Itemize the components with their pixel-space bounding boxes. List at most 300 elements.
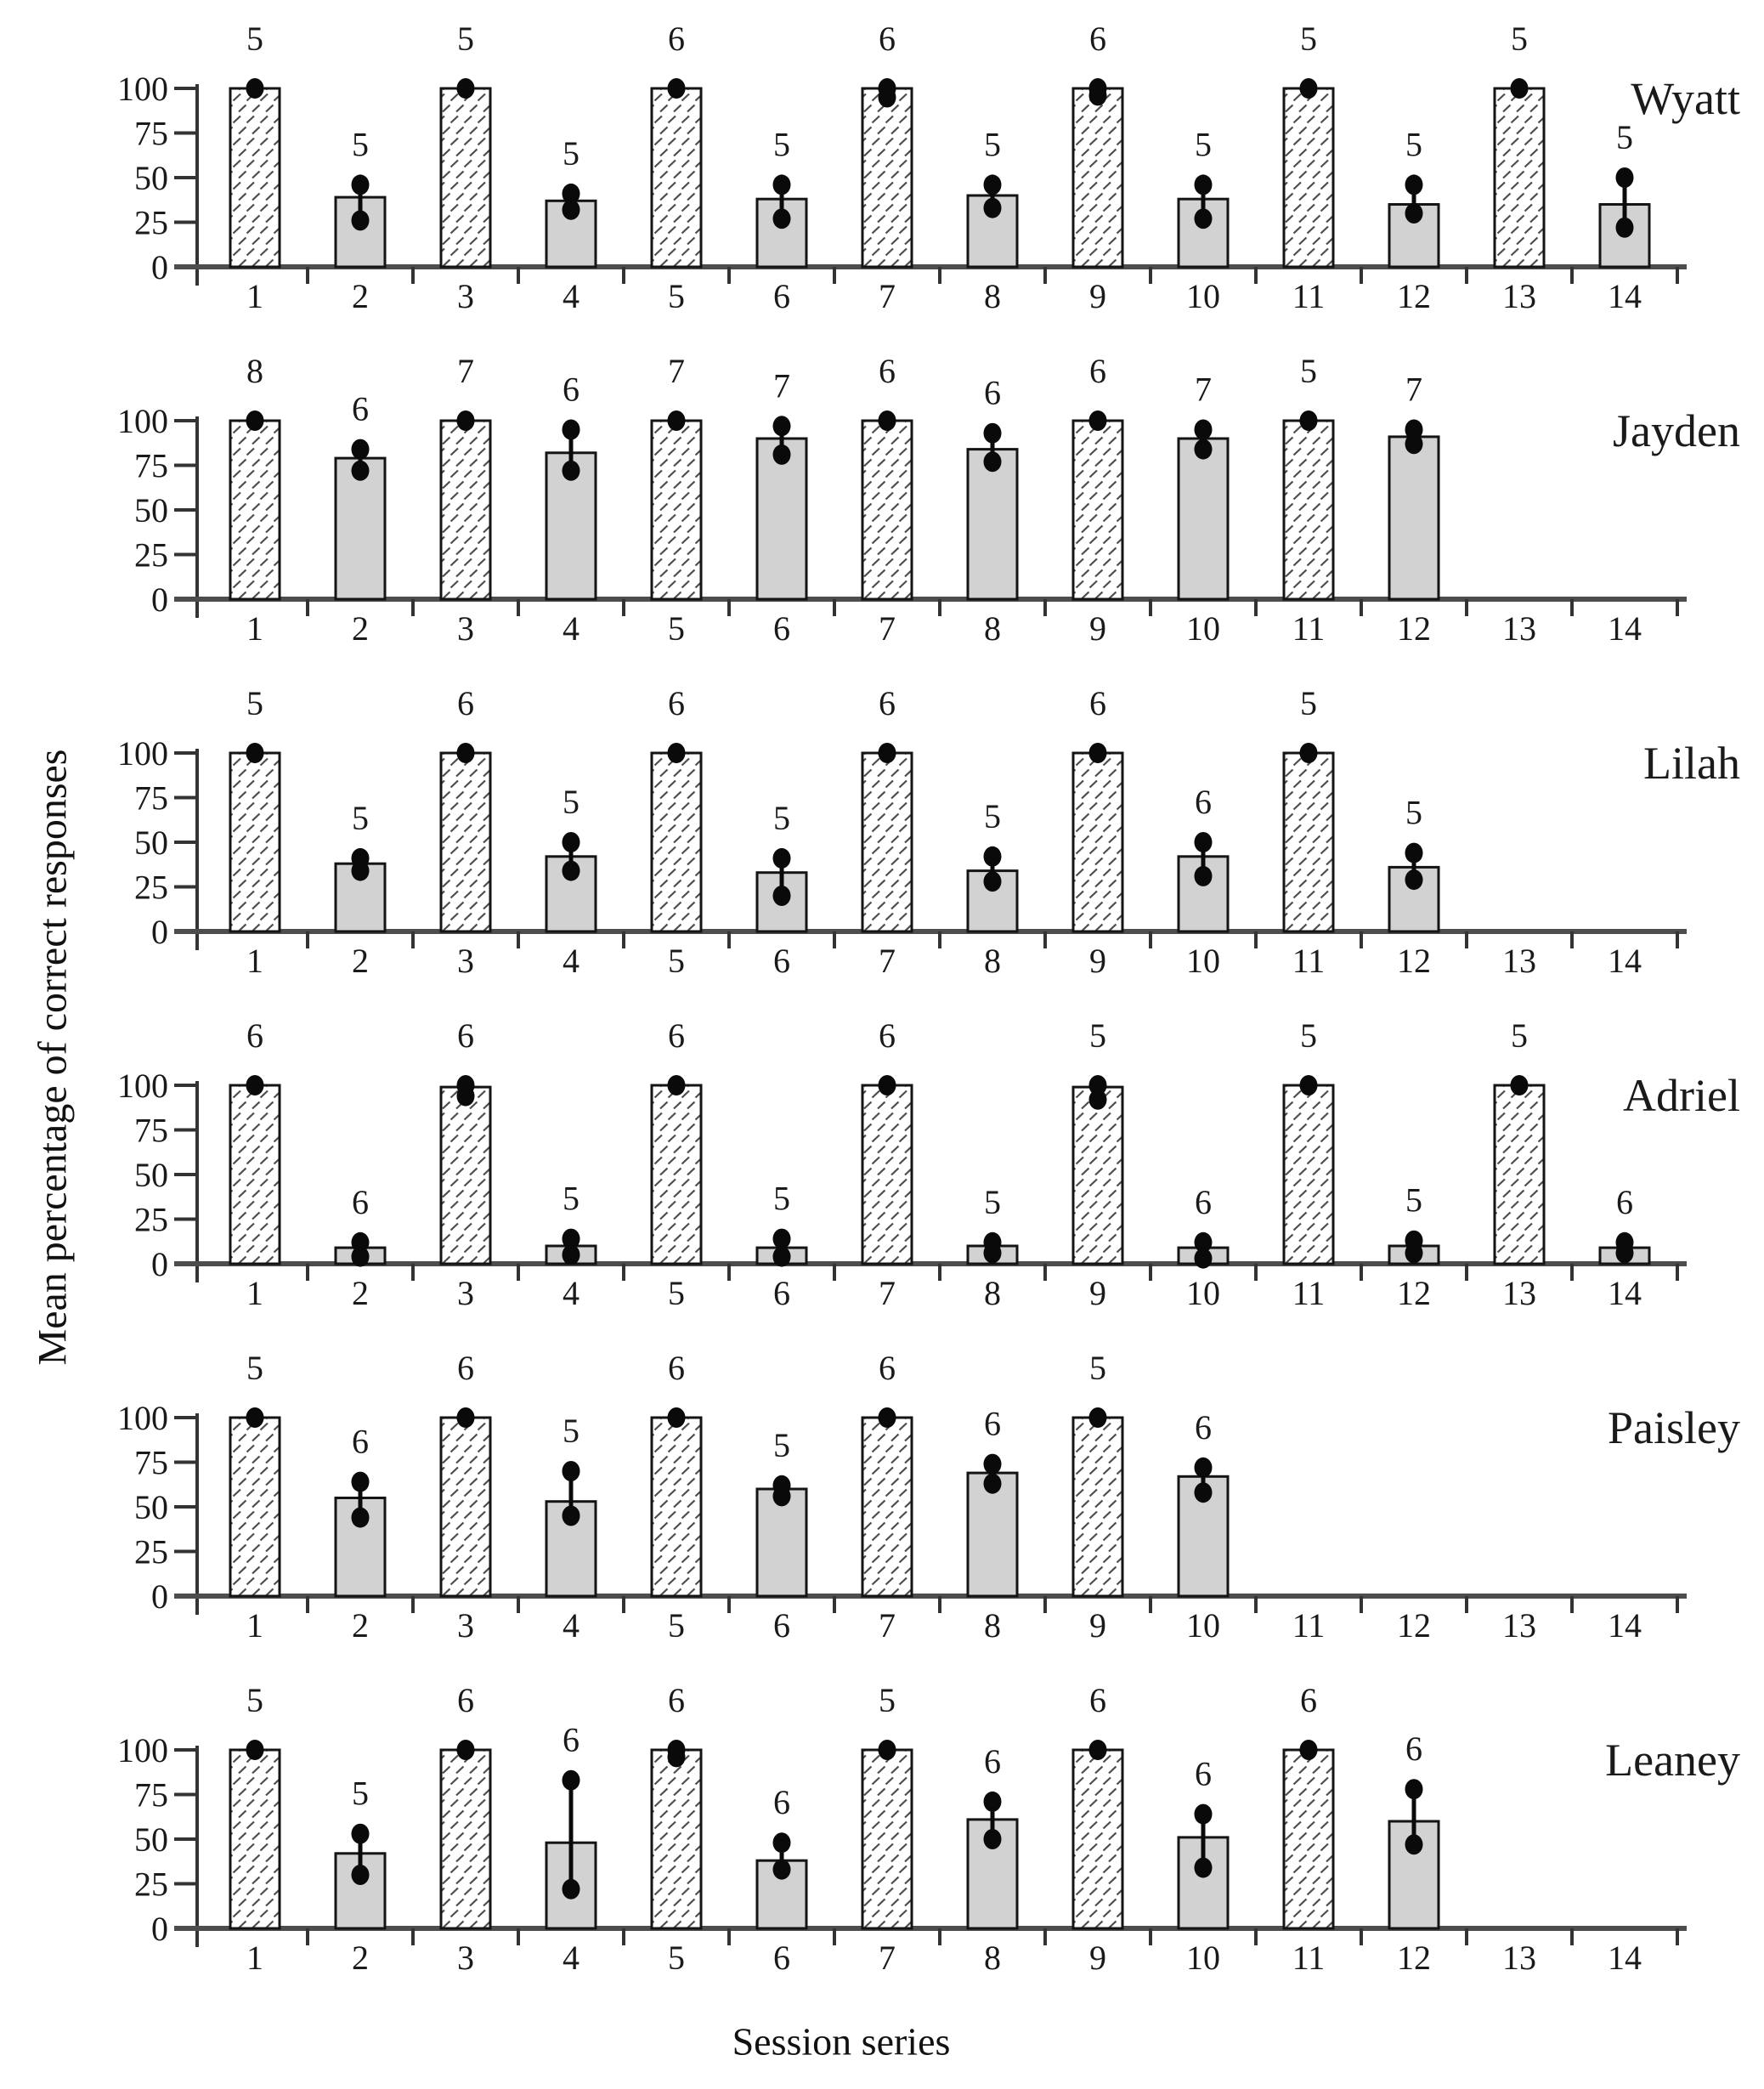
bar: [652, 1418, 701, 1596]
x-tick-label: 9: [1089, 942, 1106, 980]
bars: [230, 1681, 1439, 1928]
count-label: 5: [457, 20, 474, 58]
bar: [230, 1750, 280, 1928]
bar: [652, 1750, 701, 1928]
bar: [1284, 88, 1333, 267]
count-label: 5: [1300, 20, 1317, 58]
data-dot: [1511, 1075, 1529, 1095]
bar: [1284, 753, 1333, 931]
data-dot: [1405, 1779, 1423, 1799]
x-tick-label: 3: [457, 609, 474, 648]
count-label: 6: [668, 1349, 685, 1387]
y-axis-title: Mean percentage of correct responses: [30, 749, 76, 1366]
panel-jayden: [0, 336, 1764, 668]
count-label: 7: [457, 352, 474, 390]
bar: [1073, 88, 1122, 267]
x-tick-label: 4: [563, 1939, 580, 1977]
data-dot: [352, 210, 370, 230]
data-dot: [563, 200, 580, 220]
x-tick-label: 9: [1089, 609, 1106, 648]
count-label: 5: [352, 1774, 369, 1813]
x-tick-label: 12: [1397, 609, 1431, 648]
x-tick-label: 3: [457, 942, 474, 980]
x-tick-label: 2: [352, 609, 369, 648]
count-label: 6: [984, 1741, 1001, 1780]
data-dot: [352, 1865, 370, 1885]
x-tick-label: 2: [352, 1939, 369, 1977]
bar: [1389, 437, 1439, 599]
x-tick-label: 4: [563, 609, 580, 648]
count-label: 5: [1405, 1180, 1422, 1220]
bar: [1284, 1085, 1333, 1264]
count-label: 6: [668, 1016, 685, 1055]
panel-leaney: [0, 1665, 1764, 1997]
count-label: 6: [352, 1182, 369, 1221]
x-tick-label: 14: [1608, 942, 1642, 980]
y-tick-label: 50: [134, 1820, 168, 1859]
count-label: 6: [879, 352, 896, 390]
data-dot: [352, 861, 370, 881]
data-dot: [1089, 410, 1107, 431]
y-tick-label: 75: [134, 1443, 168, 1482]
count-label: 8: [246, 352, 263, 390]
data-dot: [563, 420, 580, 440]
bar: [652, 421, 701, 599]
count-label: 5: [352, 125, 369, 164]
x-tick-label: 6: [773, 1939, 790, 1977]
x-tick-label: 9: [1089, 277, 1106, 315]
data-dot: [563, 1506, 580, 1526]
data-dot: [1195, 174, 1213, 195]
count-label: 6: [879, 20, 896, 58]
count-label: 6: [352, 1422, 369, 1461]
count-label: 5: [1089, 1016, 1106, 1055]
data-dot: [1405, 1243, 1423, 1263]
data-dot: [1195, 420, 1213, 440]
y-tick-label: 0: [151, 580, 168, 619]
data-dot: [1089, 1740, 1107, 1760]
count-label: 5: [1300, 1016, 1317, 1055]
x-tick-label: 13: [1502, 942, 1536, 980]
x-tick-label: 14: [1608, 1606, 1642, 1645]
count-label: 5: [246, 1681, 263, 1719]
count-label: 6: [1195, 1182, 1212, 1221]
data-dot: [1195, 1482, 1213, 1503]
data-dot: [1405, 174, 1423, 195]
x-tick-label: 13: [1502, 609, 1536, 648]
count-label: 5: [563, 133, 580, 173]
x-tick-label: 8: [984, 1606, 1001, 1645]
data-dot: [984, 1474, 1002, 1494]
x-tick-label: 7: [879, 942, 896, 980]
data-dot: [352, 439, 370, 460]
count-label: 6: [1195, 1754, 1212, 1793]
x-tick-label: 1: [246, 609, 263, 648]
x-tick-label: 10: [1186, 1274, 1220, 1312]
data-dot: [1300, 1740, 1318, 1760]
data-dot: [668, 743, 686, 763]
bar: [441, 1750, 490, 1928]
x-tick-label: 14: [1608, 609, 1642, 648]
data-dot: [457, 1740, 475, 1760]
data-dot: [1405, 843, 1423, 863]
bars: [230, 1016, 1649, 1269]
count-label: 6: [563, 1720, 580, 1759]
y-tick-label: 0: [151, 1910, 168, 1948]
count-label: 6: [773, 1783, 790, 1822]
x-tick-label: 6: [773, 609, 790, 648]
count-label: 5: [773, 1425, 790, 1464]
data-dot: [984, 1454, 1002, 1475]
count-label: 6: [1300, 1681, 1317, 1719]
x-tick-label: 9: [1089, 1939, 1106, 1977]
bar: [862, 753, 912, 931]
data-dot: [879, 88, 896, 108]
data-dot: [984, 1829, 1002, 1849]
x-tick-label: 13: [1502, 1606, 1536, 1645]
x-tick-label: 3: [457, 1939, 474, 1977]
data-dot: [879, 1075, 896, 1095]
count-label: 5: [1511, 1016, 1528, 1055]
data-dot: [1089, 743, 1107, 763]
bar: [1073, 1750, 1122, 1928]
data-dot: [352, 1508, 370, 1528]
count-label: 6: [984, 1404, 1001, 1443]
data-dot: [879, 1740, 896, 1760]
data-dot: [352, 1472, 370, 1492]
x-tick-label: 8: [984, 1939, 1001, 1977]
bars: [230, 1349, 1228, 1596]
count-label: 7: [668, 352, 685, 390]
y-tick-label: 75: [134, 778, 168, 818]
participant-label: Lilah: [1643, 738, 1740, 789]
count-label: 5: [1300, 684, 1317, 722]
data-dot: [668, 1075, 686, 1095]
y-tick-label: 100: [117, 70, 168, 108]
count-label: 5: [879, 1681, 896, 1719]
y-tick-label: 50: [134, 824, 168, 862]
count-label: 6: [1405, 1730, 1422, 1769]
data-dot: [773, 1247, 791, 1267]
count-label: 6: [879, 684, 896, 722]
count-label: 5: [773, 798, 790, 837]
data-dot: [1089, 85, 1107, 105]
x-tick-label: 5: [668, 277, 685, 315]
x-tick-label: 6: [773, 277, 790, 315]
count-label: 5: [984, 125, 1001, 164]
count-label: 7: [1195, 370, 1212, 409]
bar: [230, 1085, 280, 1264]
x-tick-label: 7: [879, 1606, 896, 1645]
bar: [441, 1418, 490, 1596]
data-dot: [1511, 78, 1529, 99]
data-dot: [1405, 1834, 1423, 1854]
x-tick-label: 1: [246, 1939, 263, 1977]
y-tick-label: 25: [134, 203, 168, 242]
x-tick-label: 4: [563, 277, 580, 315]
bar: [1073, 1087, 1122, 1264]
data-dot: [1195, 1804, 1213, 1825]
data-dot: [1089, 1090, 1107, 1110]
data-dot: [1616, 1243, 1634, 1263]
participant-label: Leaney: [1605, 1735, 1740, 1786]
bar: [230, 753, 280, 931]
y-tick-label: 75: [134, 1111, 168, 1150]
y-tick-label: 50: [134, 491, 168, 529]
x-tick-label: 9: [1089, 1274, 1106, 1312]
data-dot: [1300, 78, 1318, 99]
data-dot: [773, 208, 791, 229]
x-tick-label: 6: [773, 1606, 790, 1645]
count-label: 5: [984, 796, 1001, 835]
count-label: 6: [457, 1681, 474, 1719]
data-dot: [668, 1407, 686, 1428]
x-tick-label: 1: [246, 1274, 263, 1312]
data-dot: [246, 1407, 264, 1428]
x-tick-label: 11: [1292, 277, 1326, 315]
count-label: 6: [1089, 352, 1106, 390]
panel-lilah: [0, 668, 1764, 1000]
data-dot: [1616, 218, 1634, 238]
x-tick-label: 4: [563, 942, 580, 980]
data-dot: [879, 743, 896, 763]
data-dot: [563, 1770, 580, 1791]
data-dot: [984, 1243, 1002, 1263]
participant-label: Wyatt: [1631, 73, 1740, 124]
y-tick-label: 50: [134, 1156, 168, 1194]
data-dot: [352, 1824, 370, 1844]
x-tick-label: 7: [879, 277, 896, 315]
data-dot: [1195, 439, 1213, 460]
count-label: 6: [1089, 1681, 1106, 1719]
y-tick-label: 0: [151, 913, 168, 951]
y-tick-label: 25: [134, 1532, 168, 1571]
count-label: 5: [246, 684, 263, 722]
y-tick-label: 25: [134, 535, 168, 575]
data-dot: [1300, 743, 1318, 763]
bar: [230, 88, 280, 267]
data-dot: [984, 1792, 1002, 1812]
x-tick-label: 10: [1186, 1939, 1220, 1977]
data-dot: [1405, 433, 1423, 454]
participant-label: Adriel: [1623, 1070, 1740, 1121]
x-tick-label: 1: [246, 1606, 263, 1645]
x-tick-label: 14: [1608, 277, 1642, 315]
bar: [441, 753, 490, 931]
bar: [441, 1087, 490, 1264]
bar: [1073, 1418, 1122, 1596]
panel-paisley: [0, 1333, 1764, 1665]
data-dot: [352, 1247, 370, 1267]
y-tick-label: 100: [117, 734, 168, 773]
x-tick-label: 14: [1608, 1274, 1642, 1312]
bars: [230, 20, 1649, 267]
count-label: 6: [246, 1016, 263, 1055]
bar: [652, 1085, 701, 1264]
count-label: 6: [352, 389, 369, 428]
count-label: 6: [457, 1349, 474, 1387]
x-tick-label: 4: [563, 1606, 580, 1645]
data-dot: [1195, 1858, 1213, 1878]
bar: [1073, 753, 1122, 931]
bar: [862, 421, 912, 599]
bar: [862, 88, 912, 267]
x-tick-label: 11: [1292, 942, 1326, 980]
y-tick-label: 25: [134, 1200, 168, 1239]
x-tick-label: 2: [352, 1606, 369, 1645]
bar: [1284, 421, 1333, 599]
y-tick-label: 100: [117, 1067, 168, 1105]
data-dot: [352, 461, 370, 481]
x-tick-label: 14: [1608, 1939, 1642, 1977]
count-label: 6: [879, 1349, 896, 1387]
data-dot: [563, 1879, 580, 1899]
bar: [441, 421, 490, 599]
x-tick-label: 10: [1186, 942, 1220, 980]
data-dot: [246, 410, 264, 431]
count-label: 6: [668, 684, 685, 722]
bar: [1495, 88, 1544, 267]
data-dot: [984, 198, 1002, 218]
x-tick-label: 6: [773, 942, 790, 980]
count-label: 5: [773, 125, 790, 164]
data-dot: [984, 451, 1002, 472]
count-label: 6: [1616, 1182, 1633, 1221]
count-label: 5: [984, 1182, 1001, 1221]
data-dot: [668, 1746, 686, 1767]
participant-label: Paisley: [1608, 1402, 1740, 1453]
data-dot: [984, 174, 1002, 195]
x-tick-label: 7: [879, 609, 896, 648]
x-tick-label: 5: [668, 1274, 685, 1312]
x-tick-label: 2: [352, 1274, 369, 1312]
bar: [1179, 439, 1228, 599]
count-label: 5: [563, 1412, 580, 1450]
y-tick-label: 25: [134, 1865, 168, 1904]
count-label: 5: [1405, 125, 1422, 164]
bar: [862, 1750, 912, 1928]
data-dot: [563, 1245, 580, 1265]
x-tick-label: 11: [1292, 1274, 1326, 1312]
y-tick-label: 25: [134, 868, 168, 907]
y-tick-label: 0: [151, 248, 168, 286]
data-dot: [457, 1086, 475, 1107]
data-dot: [246, 1740, 264, 1760]
data-dot: [984, 871, 1002, 892]
bar: [230, 1418, 280, 1596]
bars: [230, 352, 1439, 599]
data-dot: [773, 416, 791, 436]
x-tick-label: 10: [1186, 1606, 1220, 1645]
data-dot: [246, 743, 264, 763]
data-dot: [984, 423, 1002, 444]
x-tick-label: 13: [1502, 1939, 1536, 1977]
count-label: 5: [773, 1179, 790, 1218]
count-label: 5: [352, 798, 369, 837]
count-label: 5: [1300, 352, 1317, 390]
data-dot: [773, 174, 791, 195]
x-tick-label: 12: [1397, 942, 1431, 980]
count-label: 5: [1511, 20, 1528, 58]
panel-adriel: [0, 1000, 1764, 1333]
x-tick-label: 5: [668, 1939, 685, 1977]
count-label: 7: [1405, 370, 1422, 409]
count-label: 6: [668, 20, 685, 58]
data-dot: [984, 846, 1002, 867]
count-label: 5: [1405, 793, 1422, 832]
x-tick-label: 1: [246, 942, 263, 980]
count-label: 5: [1195, 125, 1212, 164]
y-tick-label: 75: [134, 114, 168, 153]
x-tick-label: 8: [984, 942, 1001, 980]
count-label: 6: [1195, 1407, 1212, 1446]
x-tick-label: 3: [457, 277, 474, 315]
data-dot: [246, 78, 264, 99]
y-tick-label: 0: [151, 1577, 168, 1616]
data-dot: [352, 174, 370, 195]
data-dot: [1300, 1075, 1318, 1095]
x-tick-label: 12: [1397, 277, 1431, 315]
y-tick-label: 75: [134, 446, 168, 485]
data-dot: [1405, 869, 1423, 890]
data-dot: [773, 848, 791, 869]
data-dot: [563, 1461, 580, 1481]
x-tick-label: 11: [1292, 1606, 1326, 1645]
count-label: 5: [246, 20, 263, 58]
count-label: 6: [1195, 783, 1212, 821]
bar: [441, 88, 490, 267]
x-tick-label: 7: [879, 1274, 896, 1312]
x-tick-label: 3: [457, 1606, 474, 1645]
y-tick-label: 100: [117, 402, 168, 440]
x-tick-label: 13: [1502, 1274, 1536, 1312]
count-label: 6: [1089, 20, 1106, 58]
count-label: 5: [1089, 1349, 1106, 1387]
bar: [652, 88, 701, 267]
x-tick-label: 12: [1397, 1606, 1431, 1645]
data-dot: [773, 444, 791, 465]
bar: [1073, 421, 1122, 599]
data-dot: [563, 461, 580, 481]
data-dot: [773, 1229, 791, 1249]
data-dot: [668, 78, 686, 99]
x-tick-label: 7: [879, 1939, 896, 1977]
bar: [1284, 1750, 1333, 1928]
data-dot: [879, 1407, 896, 1428]
x-tick-label: 11: [1292, 1939, 1326, 1977]
data-dot: [1300, 410, 1318, 431]
data-dot: [1405, 203, 1423, 224]
panel-wyatt: [0, 3, 1764, 336]
x-tick-label: 2: [352, 277, 369, 315]
x-tick-label: 1: [246, 277, 263, 315]
data-dot: [1195, 1248, 1213, 1269]
x-tick-label: 12: [1397, 1939, 1431, 1977]
count-label: 6: [563, 370, 580, 409]
y-tick-label: 100: [117, 1399, 168, 1437]
count-label: 5: [246, 1349, 263, 1387]
count-label: 5: [563, 1179, 580, 1218]
x-tick-label: 10: [1186, 277, 1220, 315]
x-tick-label: 8: [984, 277, 1001, 315]
data-dot: [773, 1860, 791, 1880]
data-dot: [246, 1075, 264, 1095]
data-dot: [773, 886, 791, 906]
count-label: 7: [773, 366, 790, 405]
panels-container: [0, 3, 1764, 1997]
bar: [862, 1418, 912, 1596]
x-axis-title: Session series: [732, 2019, 951, 2064]
